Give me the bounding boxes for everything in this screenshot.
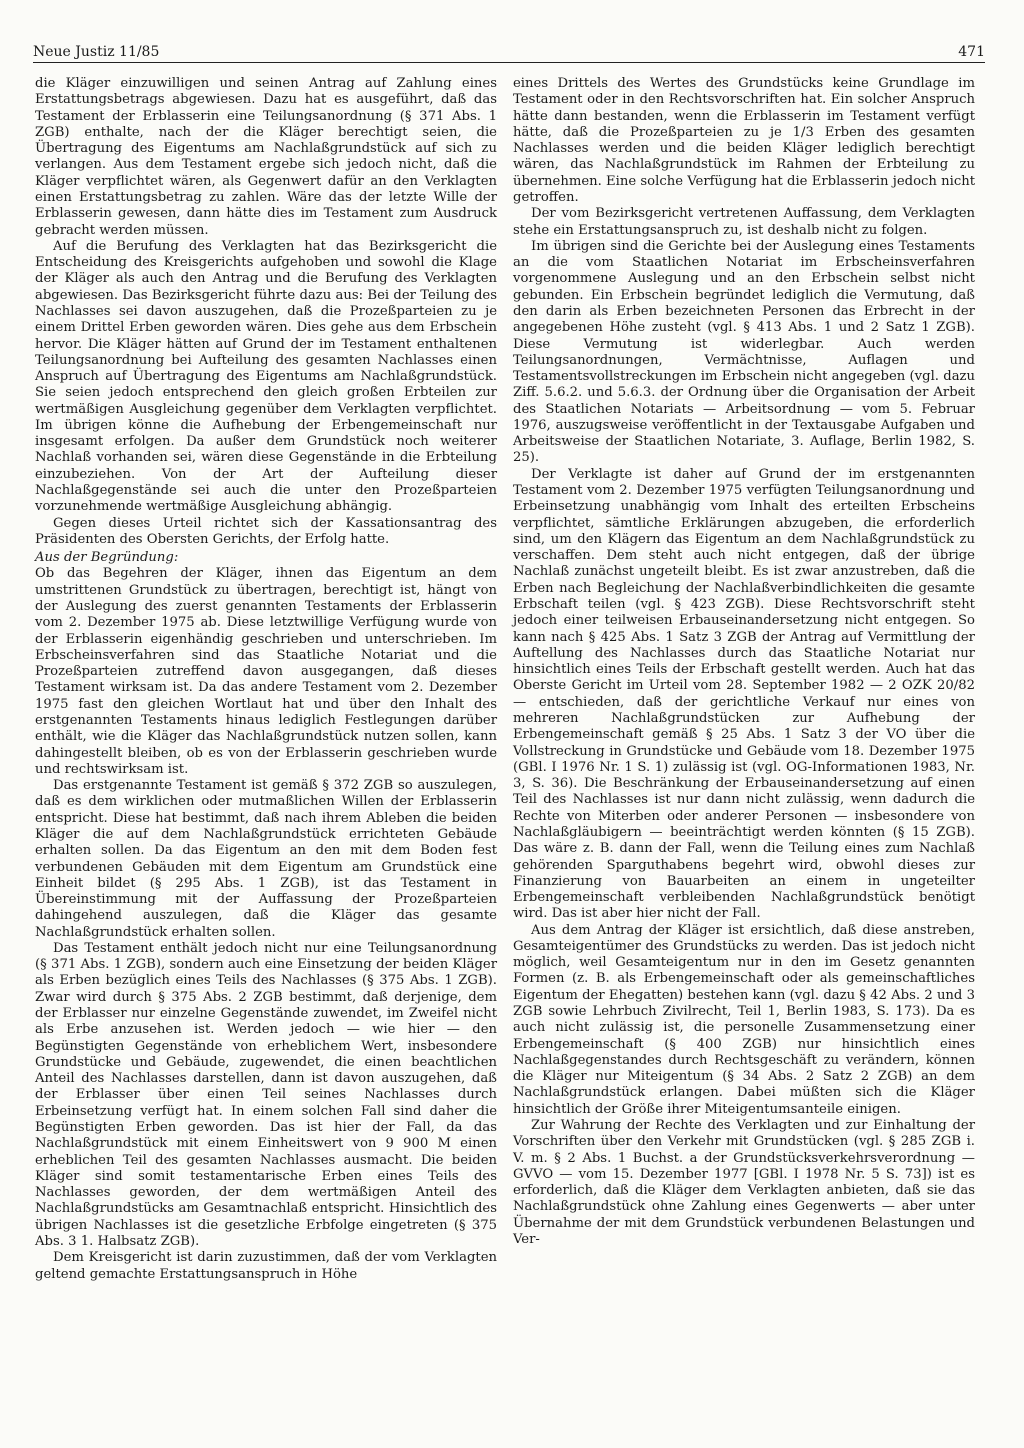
paragraph: Das Testament enthält jedoch nicht nur eine Teilungsanordnung (§ 371 Abs. 1 ZGB), sondern auch eine Einsetzung der beiden Kläger als Erben bezüglich eines Teils des Nachlasses (§ 375 Abs. 1 ZGB). Zwar wird durch § 375 Abs. 2 ZGB bestimmt, daß derjenige, dem der Erblasser nur einzelne Gegenstände zuwendet, im Zweifel nicht als Erbe anzusehen ist. Werden jedoch — wie hier — den Begünstigten Gegenstände von erheblichem Wert, insbesondere Grundstücke und Gebäude, zugewendet, die einen beachtlichen Anteil des Nachlasses darstellen, dann ist davon auszugehen, daß der Erblasser über einen Teil seines Nachlasses durch Erbeinsetzung verfügt hat. In einem solchen Fall sind daher die Begünstigten Erben geworden. Das ist hier der Fall, da das Nachlaßgrundstück mit einem Einheitswert von 9 900 M einen erheblichen Teil des gesamten Nachlasses ausmacht. Die beiden Kläger sind somit testamentarische Erben eines Teils des Nachlasses geworden, der dem wertmäßigen Anteil des Nachlaßgrundstücks am Gesamtnachlaß entspricht. Hinsichtlich des übrigen Nachlasses ist die gesetzliche Erbfolge eingetreten (§ 375 Abs. 3 1. Halbsatz ZGB). [35,940,497,1249]
page-header [33,40,985,62]
paragraph: eines Drittels des Wertes des Grundstücks keine Grundlage im Testament oder in den Rechtsvorschriften hat. Ein solcher Anspruch hätte dann bestanden, wenn die Erblasserin im Testament verfügt hätte, daß die Prozeßparteien zu je 1/3 Erben des gesamten Nachlasses werden und die beiden Kläger lediglich berechtigt wären, das Nachlaßgrundstück im Rahmen der Erbteilung zu übernehmen. Eine solche Verfügung hat die Erblasserin jedoch nicht getroffen. [513,76,975,205]
paragraph: Der vom Bezirksgericht vertretenen Auffassung, dem Verklagten stehe ein Erstattungsanspruch zu, ist deshalb nicht zu folgen. [513,206,975,238]
journal-issue: Neue Justiz 11/85 [33,44,160,60]
paragraph: Aus dem Antrag der Kläger ist ersichtlich, daß diese anstreben, Gesamteigentümer des Grundstücks zu werden. Das ist jedoch nicht möglich, weil Gesamteigentum nur in den im Gesetz genannten Formen (z. B. als Erbengemeinschaft oder als gemeinschaftliches Eigentum der Ehegatten) bestehen kann (vgl. dazu § 42 Abs. 2 und 3 ZGB sowie Lehrbuch Zivilrecht, Teil 1, Berlin 1983, S. 173). Da es auch nicht zulässig ist, die personelle Zusammensetzung einer Erbengemeinschaft (§ 400 ZGB) nur hinsichtlich eines Nachlaßgegenstandes durch Rechtsgeschäft zu verändern, können die Kläger nur Miteigentum (§ 34 Abs. 2 Satz 2 ZGB) an dem Nachlaßgrundstück erlangen. Dabei müßten sich die Kläger hinsichtlich der Größe ihrer Miteigentumsanteile einigen. [513,922,975,1117]
paragraph: die Kläger einzuwilligen und seinen Antrag auf Zahlung eines Erstattungsbetrags abgewiesen. Dazu hat es ausgeführt, daß das Testament der Erblasserin eine Teilungsanordnung (§ 371 Abs. 1 ZGB) enthalte, nach der die Kläger berechtigt seien, die Übertragung des Eigentums am Nachlaßgrundstück auf sich zu verlangen. Aus dem Testament ergebe sich jedoch nicht, daß die Kläger verpflichtet wären, als Gegenwert dafür an den Verklagten einen Erstattungsbetrag zu zahlen. Wäre das der letzte Wille der Erblasserin gewesen, dann hätte dies im Testament zum Ausdruck gebracht werden müssen. [35,76,497,238]
page-number: 471 [958,44,985,60]
header-rule [33,62,985,63]
paragraph: Dem Kreisgericht ist darin zuzustimmen, daß der vom Verklagten geltend gemachte Erstattungsanspruch in Höhe [35,1250,497,1282]
right-column [513,76,975,1248]
paragraph: Zur Wahrung der Rechte des Verklagten und zur Einhaltung der Vorschriften über den Verkehr mit Grundstücken (vgl. § 285 ZGB i. V. m. § 2 Abs. 1 Buchst. a der Grundstücksverkehrsverordnung — GVVO — vom 15. Dezember 1977 [GBl. I 1978 Nr. 5 S. 73]) ist es erforderlich, daß die Kläger dem Verklagten anbieten, daß sie das Nachlaßgrundstück ohne Zahlung eines Gegenwerts — aber unter Übernahme der mit dem Grundstück verbundenen Belastungen und Ver- [513,1118,975,1247]
paragraph: Im übrigen sind die Gerichte bei der Auslegung eines Testaments an die vom Staatlichen Notariat im Erbscheinsverfahren vorgenommene Auslegung und an den Erbschein selbst nicht gebunden. Ein Erbschein begründet lediglich die Vermutung, daß den darin als Erben bezeichneten Personen das Erbrecht in der angegebenen Höhe zusteht (vgl. § 413 Abs. 1 und 2 Satz 1 ZGB). Diese Vermutung ist widerlegbar. Auch werden Teilungsanordnungen, Vermächtnisse, Auflagen und Testamentsvollstreckungen im Erbschein nicht angegeben (vgl. dazu Ziff. 5.6.2. und 5.6.3. der Ordnung über die Organisation der Arbeit des Staatlichen Notariats — Arbeitsordnung — vom 5. Februar 1976, auszugsweise veröffentlicht in der Textausgabe Aufgaben und Arbeitsweise der Staatlichen Notariate, 3. Auflage, Berlin 1982, S. 25). [513,238,975,466]
section-heading: Aus der Begründung: [35,550,179,566]
paragraph: Auf die Berufung des Verklagten hat das Bezirksgericht die Entscheidung des Kreisgerichts aufgehoben und sowohl die Klage der Kläger als auch den Antrag und die Berufung des Verklagten abgewiesen. Das Bezirksgericht führte dazu aus: Bei der Teilung des Nachlasses sei davon auszugehen, daß die Prozeßparteien zu je einem Drittel Erben geworden wären. Dies gehe aus dem Erbschein hervor. Die Kläger hätten auf Grund der im Testament enthaltenen Teilungsanordnung bei Aufteilung des gesamten Nachlasses einen Anspruch auf Übertragung des Eigentums am Nachlaßgrundstück. Sie seien jedoch entsprechend den gleich großen Erbteilen zur wertmäßigen Ausgleichung gegenüber dem Verklagten verpflichtet. Im übrigen könne die Aufhebung der Erbengemeinschaft nur insgesamt erfolgen. Da außer dem Grundstück noch weiterer Nachlaß vorhanden sei, wären diese Gegenstände in die Erbteilung einzubeziehen. Von der Art der Aufteilung dieser Nachlaßgegenstände sei auch die unter den Prozeßparteien vorzunehmende wertmäßige Ausgleichung abhängig. [35,238,497,515]
paragraph: Der Verklagte ist daher auf Grund der im erstgenannten Testament vom 2. Dezember 1975 verfügten Teilungsanordnung und Erbeinsetzung unabhängig vom Inhalt des erteilten Erbscheins verpflichtet, sämtliche Erklärungen abzugeben, die erforderlich sind, um den Klägern das Eigentum an dem Nachlaßgrundstück zu verschaffen. Dem steht auch nicht entgegen, daß der übrige Nachlaß zunächst ungeteilt bleibt. Es ist zwar anzustreben, daß die Erben nach Begleichung der Nachlaßverbindlichkeiten die gesamte Erbschaft teilen (vgl. § 423 ZGB). Diese Rechtsvorschrift steht jedoch einer teilweisen Erbauseinandersetzung nicht entgegen. So kann nach § 425 Abs. 1 Satz 3 ZGB der Antrag auf Vermittlung der Auftellung des Nachlasses durch das Staatliche Notariat nur hinsichtlich eines Teils der Erbschaft gestellt werden. Auch hat das Oberste Gericht im Urteil vom 28. September 1982 — 2 OZK 20/82 — entschieden, daß der gerichtliche Verkauf nur eines von mehreren Nachlaßgrundstücken zur Aufhebung der Erbengemeinschaft gemäß § 25 Abs. 1 Satz 3 der VO über die Vollstreckung in Grundstücke und Gebäude vom 18. Dezember 1975 (GBl. I 1976 Nr. 1 S. 1) zulässig ist (vgl. OG-Informationen 1983, Nr. 3, S. 36). Die Beschränkung der Erbauseinandersetzung auf einen Teil des Nachlasses ist nur dann nicht zulässig, wenn dadurch die Rechte von Miterben oder anderer Personen — insbesondere von Nachlaßgläubigern — beeinträchtigt werden könnten (§ 15 ZGB). Das wäre z. B. dann der Fall, wenn die Teilung eines zum Nachlaß gehörenden Sparguthabens begehrt wird, obwohl dieses zur Finanzierung von Bauarbeiten an einem in ungeteilter Erbengemeinschaft verbleibenden Nachlaßgrundstück benötigt wird. Das ist aber hier nicht der Fall. [513,466,975,922]
left-column [35,76,497,1283]
paragraph: Gegen dieses Urteil richtet sich der Kassationsantrag des Präsidenten des Obersten Gerichts, der Erfolg hatte. [35,515,497,547]
paragraph: Ob das Begehren der Kläger, ihnen das Eigentum an dem umstrittenen Grundstück zu übertragen, berechtigt ist, hängt von der Auslegung des zuerst genannten Testaments der Erblasserin vom 2. Dezember 1975 ab. Diese letztwillige Verfügung wurde von der Erblasserin eigenhändig geschrieben und unterschrieben. Im Erbscheinsverfahren sind das Staatliche Notariat und die Prozeßparteien zutreffend davon ausgegangen, daß dieses Testament wirksam ist. Da das andere Testament vom 2. Dezember 1975 fast den gleichen Wortlaut hat und über den Inhalt des erstgenannten Testaments hinaus lediglich Festlegungen darüber enthält, wie die Kläger das Nachlaßgrundstück nutzen sollen, kann dahingestellt bleiben, ob es von der Erblasserin geschrieben wurde und rechtswirksam ist. [35,566,497,777]
paragraph: Das erstgenannte Testament ist gemäß § 372 ZGB so auszulegen, daß es dem wirklichen oder mutmaßlichen Willen der Erblasserin entspricht. Diese hat bestimmt, daß nach ihrem Ableben die beiden Kläger die auf dem Nachlaßgrundstück errichteten Gebäude erhalten sollen. Da das Eigentum an den mit dem Boden fest verbundenen Gebäuden mit dem Eigentum am Grundstück eine Einheit bildet (§ 295 Abs. 1 ZGB), ist das Testament in Übereinstimmung mit der Auffassung der Prozeßparteien dahingehend auszulegen, daß die Kläger das gesamte Nachlaßgrundstück erhalten sollen. [35,778,497,940]
